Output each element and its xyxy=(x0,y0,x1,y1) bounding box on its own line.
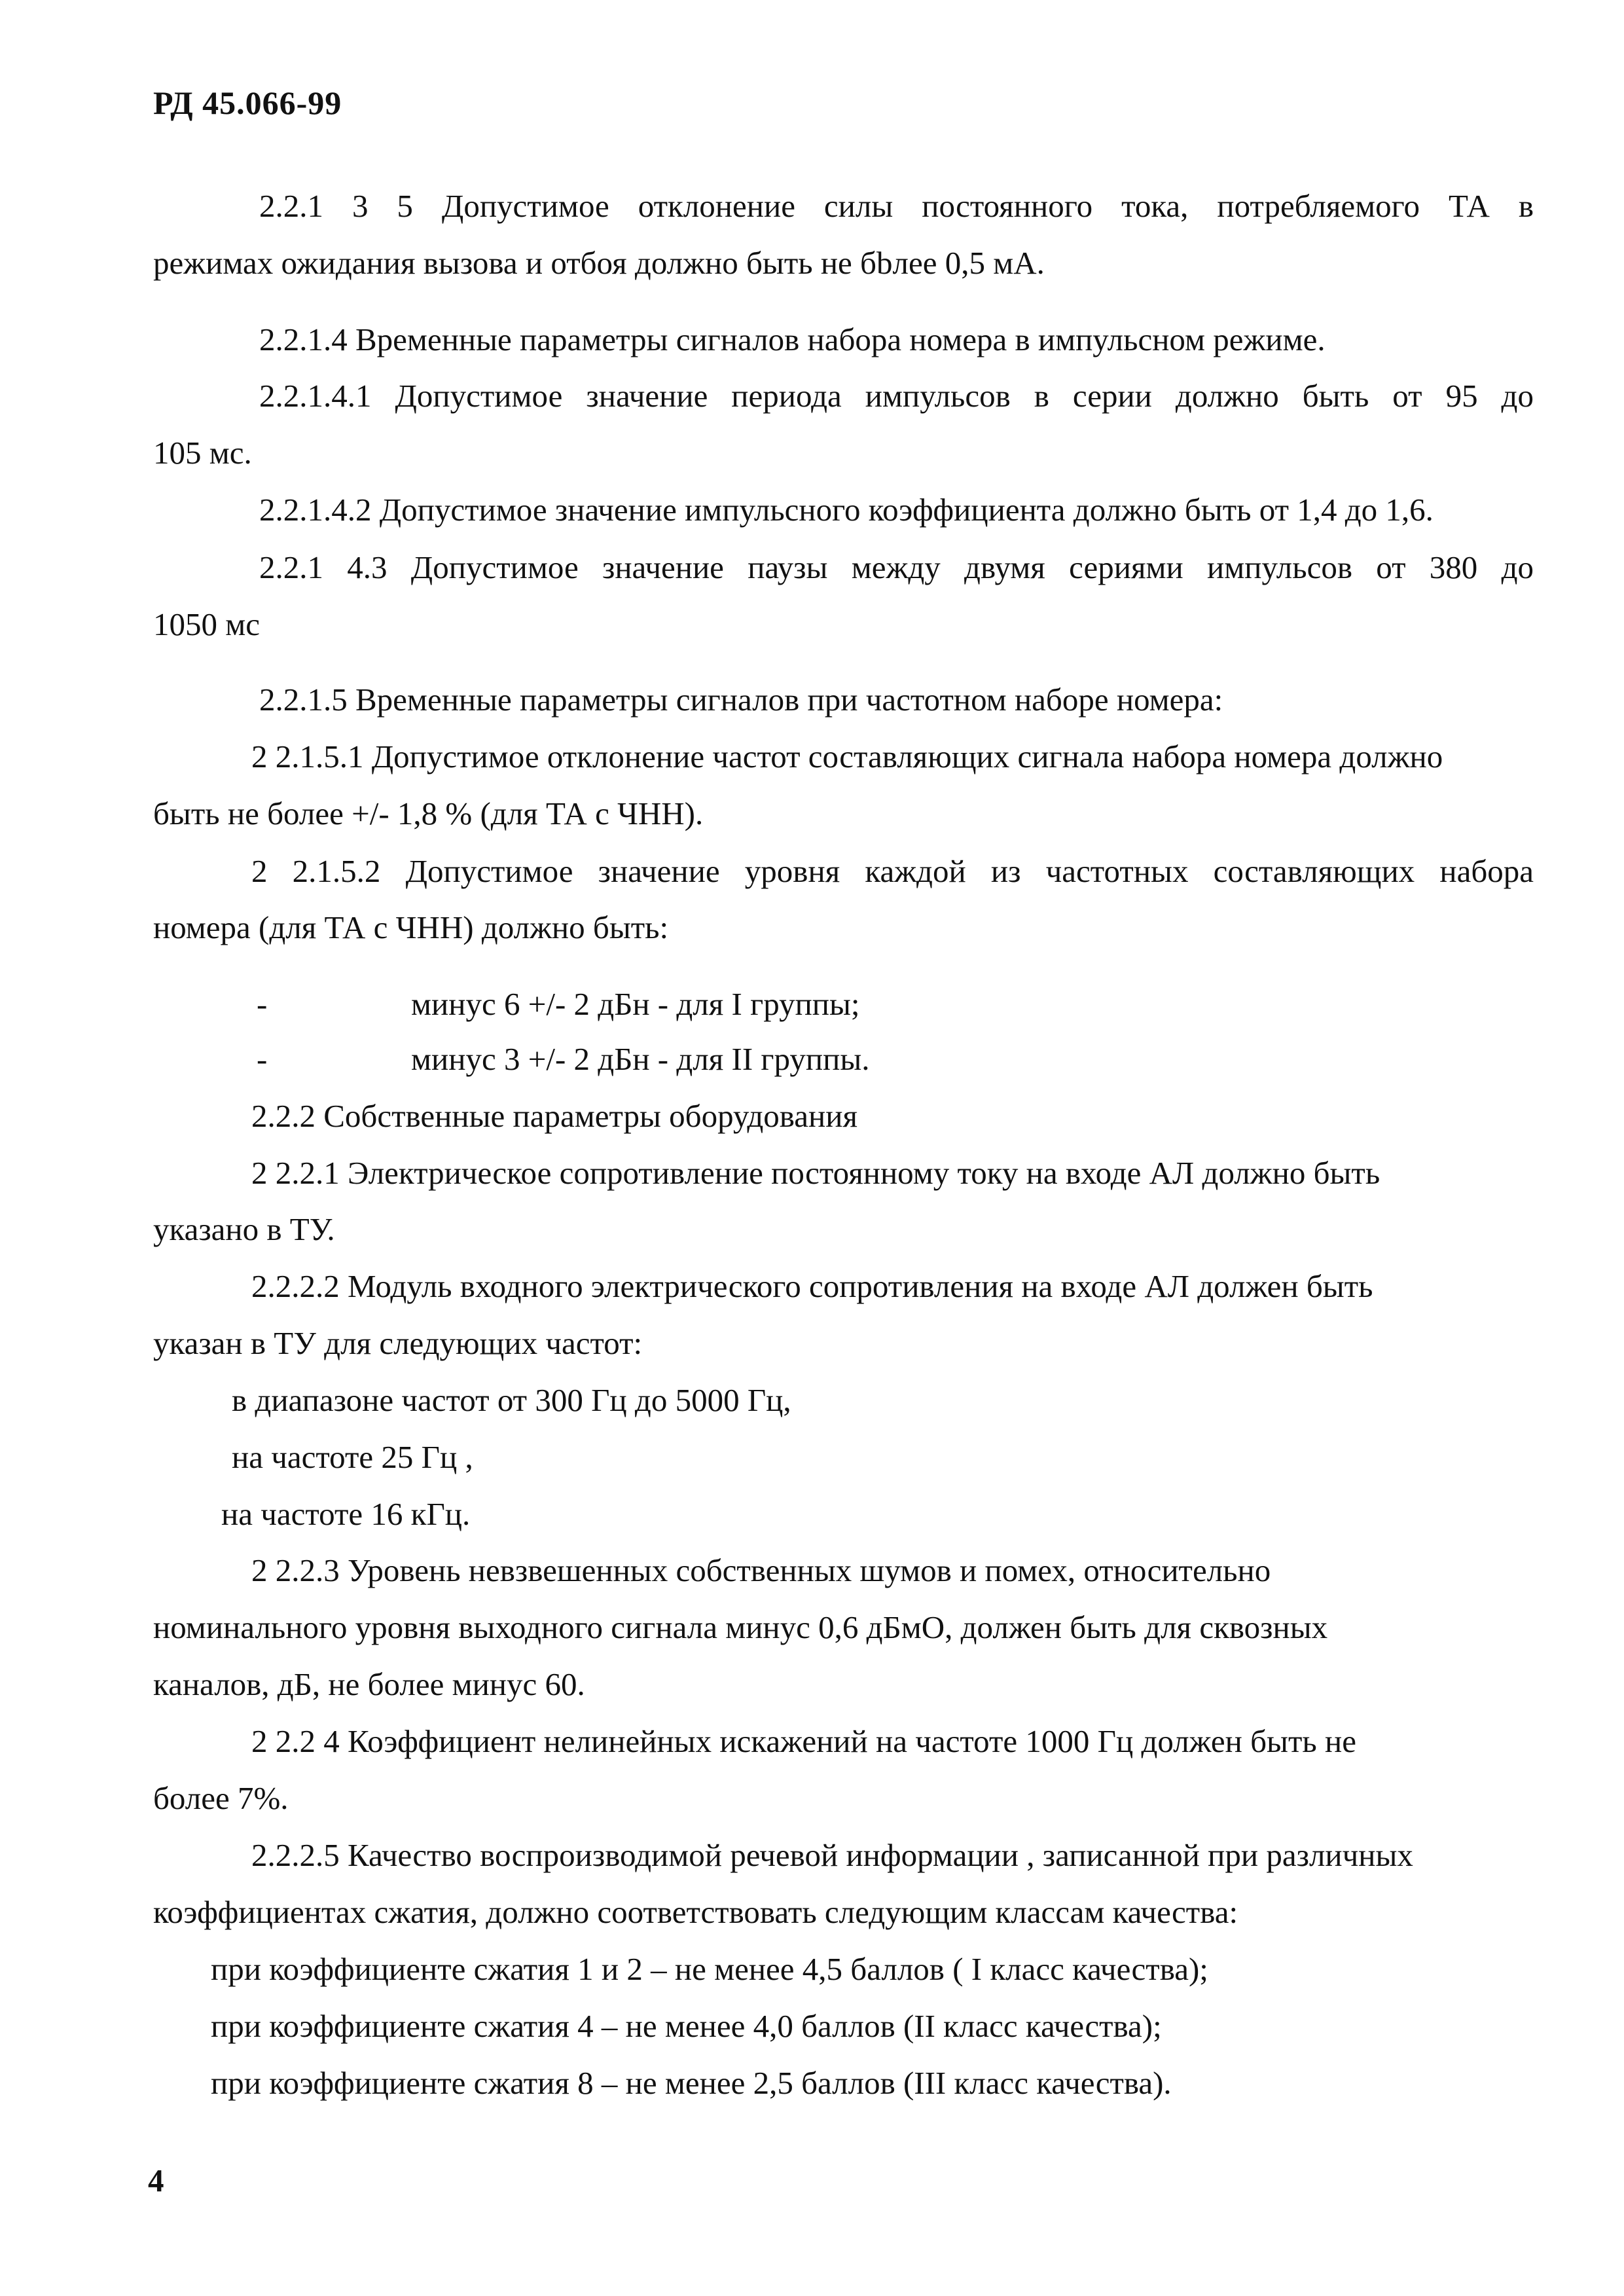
clause-2-2-1-4-1-line-2: 105 мс. xyxy=(153,435,252,471)
list-item-group-1: минус 6 +/- 2 дБн - для I группы; xyxy=(411,986,860,1022)
quality-class-1-item: при коэффициенте сжатия 1 и 2 – не менее 4,5 баллов ( I класс качества); xyxy=(211,1951,1208,1987)
frequency-range-item: в диапазоне частот от 300 Гц до 5000 Гц, xyxy=(232,1382,791,1418)
clause-2-2-2-5-line-2: коэффициентах сжатия, должно соответствовать следующим классам качества: xyxy=(153,1894,1238,1930)
clause-2-2-1-5-2-line-1: 2 2.1.5.2 Допустимое значение уровня каждой из частотных составляющих набора xyxy=(251,853,1534,889)
clause-2-2-1-5-1-line-1: 2 2.1.5.1 Допустимое отклонение частот составляющих сигнала набора номера должно xyxy=(251,738,1443,774)
list-item-group-2: минус 3 +/- 2 дБн - для II группы. xyxy=(411,1041,870,1077)
clause-2-2-2-3-line-1: 2 2.2.3 Уровень невзвешенных собственных шумов и помех, относительно xyxy=(251,1552,1271,1588)
clause-2-2-1-5-1-line-2: быть не более +/- 1,8 % (для ТА с ЧНН). xyxy=(153,795,704,831)
clause-2-2-1-4: 2.2.1.4 Временные параметры сигналов набора номера в импульсном режиме. xyxy=(259,321,1326,357)
clause-2-2-1-5: 2.2.1.5 Временные параметры сигналов при частотном наборе номера: xyxy=(259,682,1223,718)
clause-2-2-1-5-2-line-2: номера (для ТА с ЧНН) должно быть: xyxy=(153,909,669,945)
quality-class-3-item: при коэффициенте сжатия 8 – не менее 2,5 баллов (III класс качества). xyxy=(211,2065,1172,2101)
clause-2-2-2: 2.2.2 Собственные параметры оборудования xyxy=(251,1098,857,1134)
clause-2-2-2-5-line-1: 2.2.2.5 Качество воспроизводимой речевой информации , записанной при различных xyxy=(251,1837,1413,1873)
clause-2-2-1-3-5-line-2: режимах ожидания вызова и отбоя должно быть не бbлее 0,5 мА. xyxy=(153,245,1045,281)
clause-2-2-1-3-5-line-1: 2.2.1 3 5 Допустимое отклонение силы постоянного тока, потребляемого ТА в xyxy=(259,188,1534,224)
clause-2-2-2-2-line-2: указан в ТУ для следующих частот: xyxy=(153,1325,643,1361)
clause-2-2-1-4-2: 2.2.1.4.2 Допустимое значение импульсного коэффициента должно быть от 1,4 до 1,6. xyxy=(259,492,1434,528)
clause-2-2-2-3-line-2: номинального уровня выходного сигнала минус 0,6 дБмО, должен быть для сквозных xyxy=(153,1609,1328,1645)
quality-class-2-item: при коэффициенте сжатия 4 – не менее 4,0 баллов (II класс качества); xyxy=(211,2008,1162,2044)
clause-2-2-1-4-3-line-2: 1050 мс xyxy=(153,606,261,642)
clause-2-2-1-4-1-line-1: 2.2.1.4.1 Допустимое значение периода импульсов в серии должно быть от 95 до xyxy=(259,378,1534,414)
page-number: 4 xyxy=(148,2162,164,2198)
clause-2-2-2-1-line-2: указано в ТУ. xyxy=(153,1211,335,1247)
clause-2-2-2-2-line-1: 2.2.2.2 Модуль входного электрического сопротивления на входе АЛ должен быть xyxy=(251,1268,1373,1304)
clause-2-2-1-4-3-line-1: 2.2.1 4.3 Допустимое значение паузы между двумя сериями импульсов от 380 до xyxy=(259,549,1534,585)
document-code-header: РД 45.066-99 xyxy=(153,84,342,121)
clause-2-2-2-3-line-3: каналов, дБ, не более минус 60. xyxy=(153,1666,585,1702)
frequency-25hz-item: на частоте 25 Гц , xyxy=(232,1439,473,1475)
list-bullet-dash: - xyxy=(257,1041,268,1077)
clause-2-2-2-4-line-1: 2 2.2 4 Коэффициент нелинейных искажений на частоте 1000 Гц должен быть не xyxy=(251,1723,1356,1759)
frequency-16khz-item: на частоте 16 кГц. xyxy=(221,1496,471,1532)
list-bullet-dash: - xyxy=(257,986,268,1022)
clause-2-2-2-1-line-1: 2 2.2.1 Электрическое сопротивление постоянному току на входе АЛ должно быть xyxy=(251,1155,1380,1191)
clause-2-2-2-4-line-2: более 7%. xyxy=(153,1780,289,1816)
